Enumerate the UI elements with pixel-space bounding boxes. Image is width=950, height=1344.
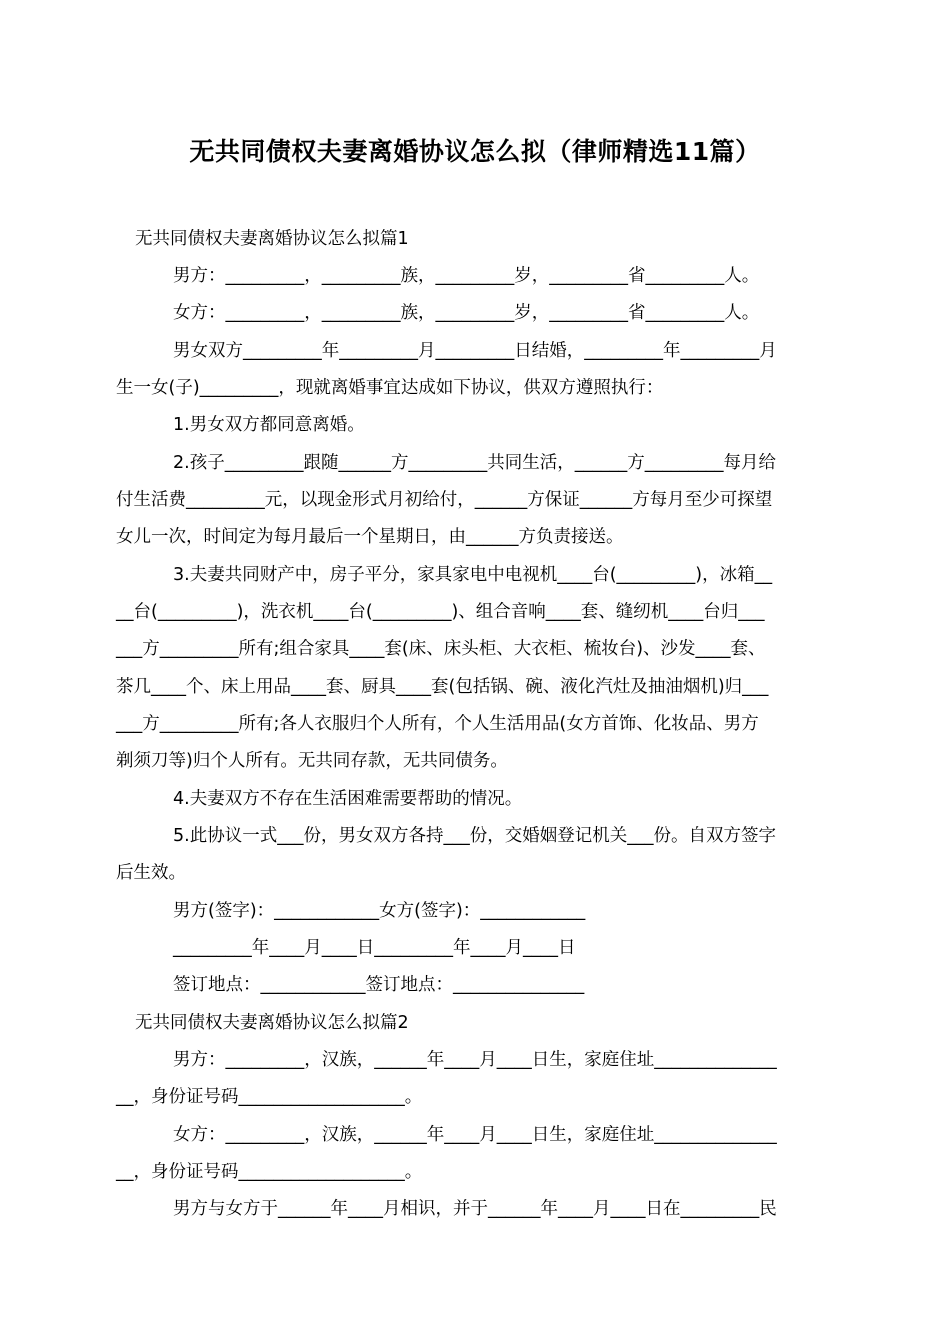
- paragraph-line: ___方_________所有;各人衣服归个人所有，个人生活用品(女方首饰、化妆品、男方: [116, 714, 759, 734]
- signature-line: 男方(签字)：____________女方(签字)：____________: [173, 901, 586, 921]
- paragraph-line: 生一女(子)_________，现就离婚事宜达成如下协议，供双方遵照执行：: [116, 378, 664, 398]
- paragraph-line: 男方：_________，汉族，______年____月____日生，家庭住址______________: [173, 1050, 777, 1070]
- paragraph-line: 男方与女方于______年____月相识，并于______年____月____日在_________民: [173, 1199, 777, 1219]
- paragraph-line: 茶几____个、床上用品____套、厨具____套(包括锅、碗、液化汽灶及抽油烟机)归___: [116, 677, 769, 697]
- section-heading: 无共同债权夫妻离婚协议怎么拟篇1: [135, 229, 409, 249]
- paragraph-line: ___方_________所有;组合家具____套(床、床头柜、大衣柜、梳妆台)、沙发____套、: [116, 639, 766, 659]
- paragraph-line: __，身份证号码___________________。: [116, 1162, 423, 1182]
- paragraph-line: 1.男女双方都同意离婚。: [173, 415, 365, 435]
- paragraph-line: __，身份证号码___________________。: [116, 1087, 423, 1107]
- paragraph-line: 3.夫妻共同财产中，房子平分，家具家电中电视机____台(_________)，冰箱__: [173, 565, 773, 585]
- paragraph-line: 男方：_________，_________族，_________岁，_________省_________人。: [173, 266, 760, 286]
- date-line: _________年____月____日_________年____月____日: [173, 938, 576, 958]
- paragraph-line: __台(_________)，洗衣机____台(_________)、组合音响____套、缝纫机____台归___: [116, 602, 765, 622]
- location-line: 签订地点：____________签订地点：_______________: [173, 975, 585, 995]
- section-heading: 无共同债权夫妻离婚协议怎么拟篇2: [135, 1013, 409, 1033]
- paragraph-line: 后生效。: [116, 863, 186, 883]
- paragraph-line: 男女双方_________年_________月_________日结婚，_________年_________月: [173, 341, 777, 361]
- paragraph-line: 女儿一次，时间定为每月最后一个星期日，由______方负责接送。: [116, 527, 624, 547]
- paragraph-line: 2.孩子_________跟随______方_________共同生活，______方_________每月给: [173, 453, 776, 473]
- paragraph-line: 剃须刀等)归个人所有。无共同存款，无共同债务。: [116, 751, 508, 771]
- paragraph-line: 女方：_________，_________族，_________岁，_________省_________人。: [173, 303, 760, 323]
- document-title: 无共同债权夫妻离婚协议怎么拟（律师精选11篇）: [189, 137, 761, 166]
- paragraph-line: 付生活费_________元，以现金形式月初给付，______方保证______方每月至少可探望: [116, 490, 773, 510]
- paragraph-line: 女方：_________，汉族，______年____月____日生，家庭住址______________: [173, 1125, 777, 1145]
- paragraph-line: 5.此协议一式___份，男女双方各持___份，交婚姻登记机关___份。自双方签字: [173, 826, 776, 846]
- paragraph-line: 4.夫妻双方不存在生活困难需要帮助的情况。: [173, 789, 523, 809]
